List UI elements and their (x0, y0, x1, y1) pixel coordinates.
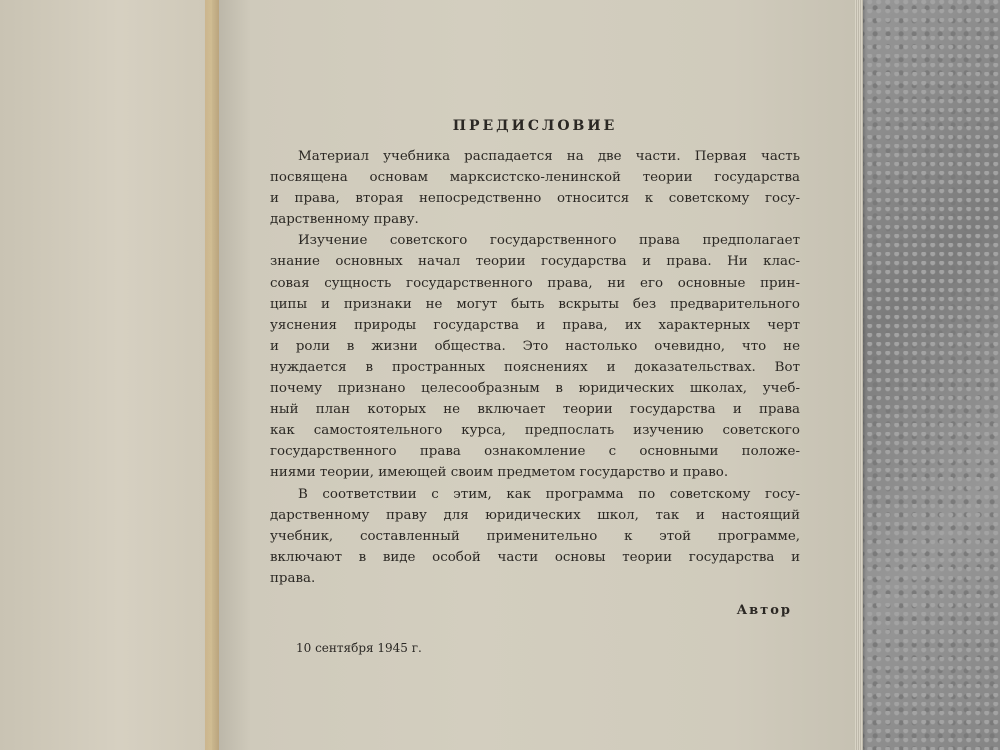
preface-text-block (270, 118, 800, 618)
text-line: ниями теории, имеющей своим предметом государство и право. (270, 465, 729, 481)
text-line: включают в виде особой части основы теории государства и (270, 549, 800, 565)
text-line: как самостоятельного курса, предпослать изучению советского (270, 423, 800, 439)
page-edge (855, 0, 863, 750)
text-line: Изучение советского государственного права предполагает (298, 233, 800, 249)
paragraph-3 (270, 484, 800, 589)
text-line: В соответствии с этим, как программа по советскому госу- (298, 486, 800, 502)
text-line: учебник, составленный применительно к этой программе, (270, 528, 800, 544)
author-signature: Автор (736, 602, 792, 618)
text-line: дарственному праву для юридических школ, так и настоящий (270, 507, 800, 523)
text-line: государственного права ознакомление с основными положе- (270, 444, 800, 460)
text-line: и роли в жизни общества. Это настолько очевидно, что не (270, 338, 800, 354)
text-line: права. (270, 570, 316, 586)
text-line: посвящена основам марксистско-ленинской теории государства (270, 170, 800, 186)
text-line: Материал учебника распадается на две части. Первая часть (298, 149, 800, 164)
text-line: ципы и признаки не могут быть вскрыты без предварительного (270, 296, 800, 312)
text-line: и права, вторая непосредственно относится к советскому госу- (270, 191, 800, 207)
date-line: 10 сентября 1945 г. (296, 641, 422, 655)
fabric-background (840, 0, 1000, 750)
text-line: уяснения природы государства и права, их характерных черт (270, 317, 800, 333)
text-line: нуждается в пространных пояснениях и доказательствах. Вот (270, 359, 800, 375)
page-title: ПРЕДИСЛОВИЕ (452, 118, 618, 134)
text-line: ный план которых не включает теории государства и права (270, 402, 800, 418)
left-page (0, 0, 240, 750)
paragraph-1 (270, 146, 800, 230)
paragraph-2 (270, 230, 800, 483)
text-line: дарственному праву. (270, 212, 419, 228)
book-gutter (205, 0, 219, 750)
text-line: совая сущность государственного права, ни его основные прин- (270, 275, 800, 291)
text-line: почему признано целесообразным в юридических школах, учеб- (270, 381, 800, 397)
text-line: знание основных начал теории государства и права. Ни клас- (270, 254, 800, 270)
